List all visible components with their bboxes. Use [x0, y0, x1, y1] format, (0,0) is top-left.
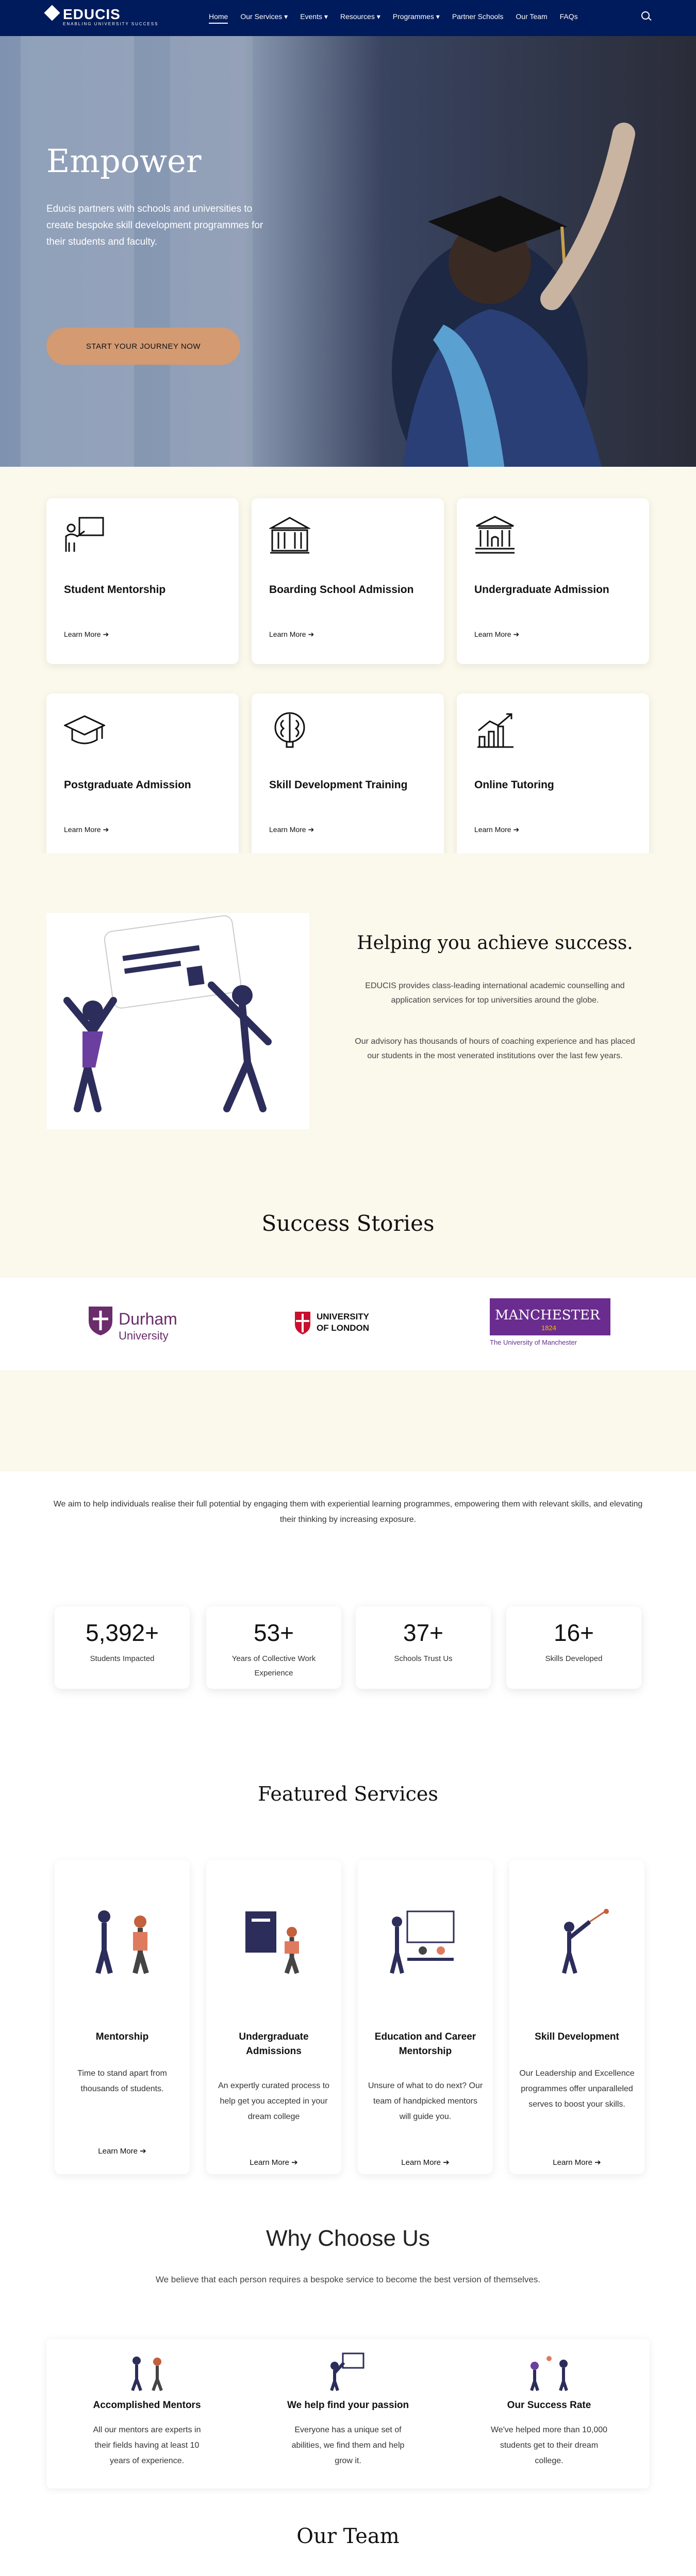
featured-card-text: Unsure of what to do next? Our team of handpicked mentors will guide you. — [368, 2081, 483, 2121]
brain-icon — [269, 711, 310, 750]
mentor-board-icon — [64, 516, 105, 555]
learn-more-link[interactable]: Learn More ➔ — [250, 2158, 298, 2167]
success-stories-title: Success Stories — [261, 1211, 435, 1236]
stat-label: Students Impacted — [90, 1654, 155, 1663]
brand-name: EDUCIS — [63, 6, 121, 22]
featured-card[interactable] — [206, 1860, 341, 2174]
learn-more-link[interactable]: Learn More ➔ — [64, 630, 109, 638]
durham-crest-icon — [88, 1306, 113, 1336]
stat-value: 5,392+ — [86, 1619, 159, 1646]
nav-home[interactable]: Home — [209, 12, 228, 24]
service-title: Undergraduate Admission — [474, 584, 609, 596]
service-title: Student Mentorship — [64, 584, 166, 596]
service-title: Skill Development Training — [269, 779, 408, 791]
durham-sub: University — [119, 1329, 169, 1342]
hero-banner — [0, 36, 696, 467]
learn-more-link[interactable]: Learn More ➔ — [64, 825, 109, 834]
featured-card-text: An expertly curated process to help get you accepted in your dream college — [218, 2081, 330, 2121]
nav-resources[interactable]: Resources ▾ — [340, 12, 380, 21]
service-title: Online Tutoring — [474, 779, 554, 791]
why-item-title: Our Success Rate — [507, 2400, 591, 2411]
featured-card[interactable] — [358, 1860, 493, 2174]
london-crest-icon — [294, 1311, 311, 1335]
background-building — [21, 36, 134, 467]
main-menu — [209, 12, 578, 24]
featured-card-text: Time to stand apart from thousands of students. — [77, 2069, 167, 2093]
success-rate-illustration — [523, 2350, 575, 2392]
stat-value: 16+ — [553, 1619, 594, 1646]
london-sub: OF LONDON — [317, 1323, 369, 1333]
learn-more-link[interactable]: Learn More ➔ — [269, 630, 314, 638]
admissions-illustration — [235, 1901, 312, 1978]
why-item-text: Everyone has a unique set of abilities, we find them and help grow it. — [291, 2426, 405, 2465]
passion-illustration — [322, 2350, 374, 2392]
our-team-title: Our Team — [296, 2524, 400, 2548]
stat-label: Years of Collective Work Experience — [231, 1654, 316, 1677]
stat-card — [55, 1606, 190, 1689]
celebration-illustration — [46, 913, 309, 1129]
stat-card — [356, 1606, 491, 1689]
why-item — [449, 2339, 650, 2488]
why-choose-us-title: Why Choose Us — [266, 2226, 430, 2251]
nav-faqs[interactable]: FAQs — [559, 12, 578, 21]
manchester-sub: The University of Manchester — [490, 1338, 577, 1346]
why-item-title: Accomplished Mentors — [93, 2400, 201, 2411]
stat-card — [506, 1606, 641, 1689]
manchester-name: MANCHESTER — [495, 1308, 600, 1323]
stat-label: Skills Developed — [545, 1654, 603, 1663]
growth-chart-icon — [474, 711, 516, 750]
learn-more-link[interactable]: Learn More ➔ — [474, 825, 520, 834]
nav-partner-schools[interactable]: Partner Schools — [452, 12, 504, 21]
durham-logo — [88, 1306, 211, 1347]
manchester-year: 1824 — [541, 1324, 556, 1332]
service-card[interactable] — [252, 498, 444, 664]
hero-text: Educis partners with schools and universities to create bespoke skill development programmes for their students and faculty. — [46, 204, 263, 247]
why-choose-us-box — [46, 2339, 650, 2488]
service-card[interactable] — [46, 498, 239, 664]
learn-more-link[interactable]: Learn More ➔ — [401, 2158, 450, 2167]
why-item-text: All our mentors are experts in their fields having at least 10 years of experience. — [93, 2426, 201, 2465]
london-name: UNIVERSITY — [317, 1312, 370, 1321]
skill-development-illustration — [538, 1901, 616, 1978]
helping-title: Helping you achieve success. — [357, 933, 633, 954]
career-illustration — [387, 1901, 464, 1978]
top-navbar — [0, 0, 696, 36]
diamond-logo-icon — [44, 5, 60, 21]
hero-title: Empower — [46, 142, 202, 180]
graduate-photo — [335, 103, 665, 467]
why-item — [46, 2339, 247, 2488]
why-item-text: We've helped more than 10,000 students get to their dream college. — [490, 2426, 608, 2465]
stat-card — [206, 1606, 341, 1689]
featured-card-title: Undergraduate Admissions — [239, 2031, 309, 2057]
why-choose-us-subtitle: We believe that each person requires a bespoke service to become the best version of themselves. — [155, 2275, 541, 2284]
school-building-icon — [269, 516, 310, 555]
helping-paragraph-2: Our advisory has thousands of hours of coaching experience and has placed our students in the most venerated institutions over the last few years. — [355, 1037, 635, 1060]
why-item — [247, 2339, 449, 2488]
featured-card-text: Our Leadership and Excellence programmes offer unparalleled serves to boost your skills. — [519, 2069, 635, 2109]
featured-card[interactable] — [509, 1860, 644, 2174]
brand-tagline: ENABLING UNIVERSITY SUCCESS — [63, 22, 159, 26]
learn-more-link[interactable]: Learn More ➔ — [553, 2158, 601, 2167]
mentors-illustration — [121, 2350, 173, 2392]
service-card[interactable] — [457, 498, 649, 664]
start-journey-button[interactable]: START YOUR JOURNEY NOW — [46, 328, 240, 365]
service-title: Boarding School Admission — [269, 584, 414, 596]
nav-programmes[interactable]: Programmes ▾ — [392, 12, 440, 21]
london-logo — [294, 1311, 407, 1347]
stat-value: 37+ — [403, 1619, 444, 1646]
featured-card-title: Education and Career Mentorship — [374, 2031, 476, 2057]
graduation-cap-icon — [64, 711, 105, 750]
service-card[interactable] — [46, 693, 239, 859]
mentorship-illustration — [84, 1901, 161, 1978]
learn-more-link[interactable]: Learn More ➔ — [474, 630, 520, 638]
university-logos-strip — [0, 1278, 696, 1370]
why-item-title: We help find your passion — [287, 2400, 409, 2411]
stat-value: 53+ — [253, 1619, 294, 1646]
learn-more-link[interactable]: Learn More ➔ — [269, 825, 314, 834]
durham-name: Durham — [119, 1310, 177, 1328]
background-building — [170, 36, 253, 467]
search-icon[interactable] — [641, 11, 650, 20]
service-card[interactable] — [457, 693, 649, 859]
brand-logo[interactable] — [46, 6, 158, 26]
service-card[interactable] — [252, 693, 444, 859]
manchester-logo — [490, 1298, 610, 1350]
mission-statement: We aim to help individuals realise their full potential by engaging them with experiential learning programmes, empowering them with relevant skills, and elevating their thinking by increasing exposure. — [53, 1500, 643, 1524]
nav-events[interactable]: Events ▾ — [300, 12, 328, 21]
featured-card[interactable] — [55, 1860, 190, 2174]
nav-our-services[interactable]: Our Services ▾ — [240, 12, 288, 21]
stat-label: Schools Trust Us — [394, 1654, 453, 1663]
helping-paragraph-1: EDUCIS provides class-leading international academic counselling and application services for top universities around the globe. — [365, 981, 625, 1005]
university-icon — [474, 516, 516, 555]
learn-more-link[interactable]: Learn More ➔ — [98, 2147, 146, 2156]
service-title: Postgraduate Admission — [64, 779, 191, 791]
featured-card-title: Mentorship — [95, 2031, 149, 2042]
nav-our-team[interactable]: Our Team — [516, 12, 548, 21]
featured-services-title: Featured Services — [258, 1783, 438, 1805]
featured-card-title: Skill Development — [535, 2031, 619, 2042]
